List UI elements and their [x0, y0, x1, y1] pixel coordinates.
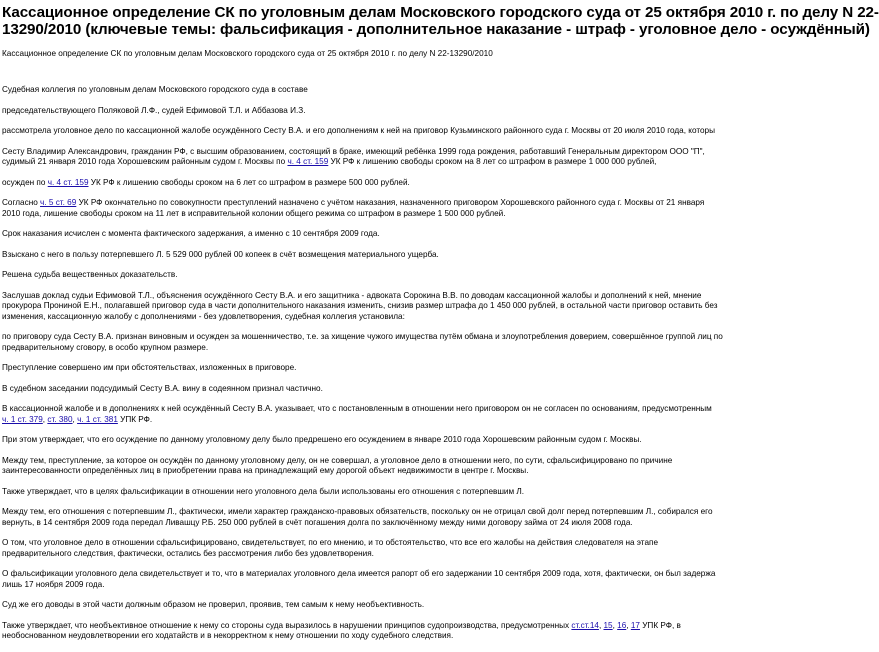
paragraph-line: Срок наказания исчислен с момента фактического задержания, а именно с 10 сентября 2009 года.: [2, 229, 380, 238]
paragraph: [2, 178, 680, 189]
law-reference-link[interactable]: ч. 4 ст. 159: [47, 177, 89, 187]
paragraph: [2, 290, 718, 323]
paragraph: [2, 569, 716, 590]
paragraph-line: Заслушав доклад судьи Ефимовой Т.Л., объяснения осуждённого Сесту В.А. и его защитника - адвоката Сорокина В.В. по доводам кассационной жалобы и дополнений к ней, мнение: [2, 290, 702, 300]
paragraph-line: предварительному сговору, в особо крупном размере.: [2, 342, 209, 352]
paragraph: [2, 126, 715, 137]
paragraph: [2, 363, 680, 374]
paragraph-line: предварительного следствия, фактически, остались без рассмотрения либо без удовлетворения.: [2, 548, 374, 558]
paragraph-line: 2010 года, лишение свободы сроком на 11 лет в исправительной колонии общего режима со штрафом в размере 1 500 000 рублей.: [2, 208, 506, 218]
paragraph-line: осужден по ч. 4 ст. 159 УК РФ к лишению свободы сроком на 6 лет со штрафом в размере 500 000 рублей.: [2, 177, 410, 187]
paragraph-line: В кассационной жалобе и в дополнениях к ней осуждённый Сесту В.А. указывает, что с постановленным в отношении него приговором он не согласен по основаниям, предусмотренным: [2, 404, 712, 413]
law-reference-link[interactable]: 15: [603, 620, 613, 630]
paragraph: [2, 538, 680, 559]
paragraph-line: председательствующего Поляковой Л.Ф., судей Ефимовой Т.Л. и Аббазова И.З.: [2, 105, 306, 115]
paragraph-line: заинтересованности определённых лиц в приобретении права на принадлежащий ему дорогой объект недвижимости в центре г. Москвы.: [2, 466, 529, 475]
paragraph-line: Судебная коллегия по уголовным делам Московского городского суда в составе: [2, 85, 308, 94]
paragraph: [2, 404, 712, 425]
spacer: [0, 59, 680, 85]
law-reference-link[interactable]: 16: [617, 620, 627, 630]
paragraph-line: ч. 1 ст. 379, ст. 380, ч. 1 ст. 381 УПК РФ.: [2, 414, 153, 424]
paragraph: [2, 435, 680, 446]
paragraph: [2, 198, 705, 219]
document-body: [2, 85, 723, 642]
paragraph: [2, 507, 713, 528]
paragraph-line: рассмотрела уголовное дело по кассационной жалобе осуждённого Сесту В.А. и его дополнениям к ней на приговор Кузьминского районного суда г. Москвы от 20 июля 2010 года, которы: [2, 126, 715, 135]
title-line: Кассационное определение СК по уголовным делам Московского городского суда от 25 октября 2010 г. по делу N 22-: [2, 4, 879, 21]
law-reference-link[interactable]: 17: [630, 620, 640, 630]
paragraph: [2, 600, 680, 611]
paragraph: [2, 487, 680, 498]
document-subtitle: Кассационное определение СК по уголовным делам Московского городского суда от 25 октября 2010 г. по делу N 22-13290/2010: [2, 49, 493, 58]
law-reference-link[interactable]: ч. 4 ст. 159: [287, 157, 329, 166]
paragraph: [2, 106, 680, 117]
document-title: [2, 4, 879, 38]
paragraph: [2, 146, 705, 168]
law-reference-link[interactable]: ч. 1 ст. 381: [77, 414, 118, 424]
paragraph-line: Суд же его доводы в этой части должным образом не проверил, проявив, тем самым к нему необъективность.: [2, 600, 425, 609]
law-reference-link[interactable]: ч. 1 ст. 379: [2, 414, 43, 424]
paragraph: [2, 621, 680, 642]
paragraph-line: Между тем, его отношения с потерпевшим Л., фактически, имели характер гражданско-правовых обязательств, поскольку он не отрицал свой долг перед потерпевшим Л., собирался его: [2, 507, 713, 516]
law-reference-link[interactable]: ст. 380: [47, 414, 73, 424]
paragraph-line: лишь 17 ноября 2009 года.: [2, 579, 105, 589]
paragraph: [2, 250, 680, 261]
paragraph-line: Сесту Владимир Александрович, гражданин РФ, с высшим образованием, состоящий в браке, имеющий ребёнка 1999 года рождения, работавший Генеральным директором ООО "П",: [2, 146, 705, 156]
paragraph-line: вернуть, в 14 сентября 2009 года передал Ливашцу Р.Б. 250 000 рублей в счёт погашения долга по заключённому между ними договору займа от 24 июля 2008 года.: [2, 517, 633, 527]
law-reference-link[interactable]: ст.ст.14: [571, 620, 599, 630]
paragraph-line: необоснованном неудовлетворении его ходатайств и в некорректном к нему отношении по ходу судебного следствия.: [2, 631, 454, 640]
paragraph-line: Между тем, преступление, за которое он осуждён по данному уголовному делу, он не совершал, а уголовное дело в отношении него, по сути, сфальсифицировано по причине: [2, 455, 673, 465]
paragraph: [2, 456, 680, 477]
paragraph-line: Согласно ч. 5 ст. 69 УК РФ окончательно по совокупности преступлений назначено с учётом наказания, назначенного приговором Хорошевского районного суда г. Москвы от 21 января: [2, 198, 705, 207]
paragraph: [2, 332, 723, 353]
paragraph: [2, 229, 680, 240]
paragraph-line: прокурора Прониной Е.Н., полагавшей приговор суда в части дополнительного наказания изменить, снизив размер штрафа до 1 450 000 рублей, в остальной части приговор оставить без: [2, 301, 718, 310]
paragraph-line: В судебном заседании подсудимый Сесту В.А. вину в содеянном признал частично.: [2, 383, 323, 393]
paragraph: [2, 384, 680, 395]
paragraph-line: Также утверждает, что в целях фальсификации в отношении него уголовного дела были использованы его отношения с потерпевшим Л.: [2, 486, 525, 496]
paragraph-line: О том, что уголовное дело в отношении сфальсифицировано, свидетельствует, по его мнению, и то обстоятельство, что все его жалобы на действия следователя на этапе: [2, 538, 659, 547]
paragraph-line: Также утверждает, что необъективное отношение к нему со стороны суда выразилось в нарушении принципов судопроизводства, предусмотренных ст.ст.14, 15, 16, 17 УПК РФ, в: [2, 620, 681, 630]
paragraph: [2, 85, 680, 96]
paragraph-line: Решена судьба вещественных доказательств.: [2, 270, 178, 279]
paragraph-line: судимый 21 января 2010 года Хорошевским районным судом г. Москвы по ч. 4 ст. 159 УК РФ к лишению свободы сроком на 8 лет со штрафом в размере 1 000 000 рублей,: [2, 157, 657, 166]
paragraph: [2, 270, 680, 281]
title-line: 13290/2010 (ключевые темы: фальсификация - дополнительное наказание - штраф - уголовное дело - осуждённый): [2, 21, 870, 38]
paragraph-line: по приговору суда Сесту В.А. признан виновным и осужден за мошенничество, т.е. за хищение чужого имущества путём обмана и злоупотребления доверием, совершённое группой лиц по: [2, 332, 723, 341]
paragraph-line: изменения, кассационную жалобу с дополнениями - без удовлетворения, судебная коллегия установила:: [2, 311, 405, 321]
paragraph-line: Взыскано с него в пользу потерпевшего Л. 5 529 000 рублей 00 копеек в счёт возмещения материального ущерба.: [2, 249, 439, 259]
law-reference-link[interactable]: ч. 5 ст. 69: [40, 198, 77, 207]
paragraph-line: О фальсификации уголовного дела свидетельствует и то, что в материалах уголовного дела имеется рапорт об его задержании 10 сентября 2009 года, хотя, фактически, он был задержа: [2, 569, 716, 578]
paragraph-line: Преступление совершено им при обстоятельствах, изложенных в приговоре.: [2, 363, 297, 372]
paragraph-line: При этом утверждает, что его осуждение по данному уголовному делу было предрешено его осуждением в январе 2010 года Хорошевским районным судом г. Москвы.: [2, 435, 642, 444]
